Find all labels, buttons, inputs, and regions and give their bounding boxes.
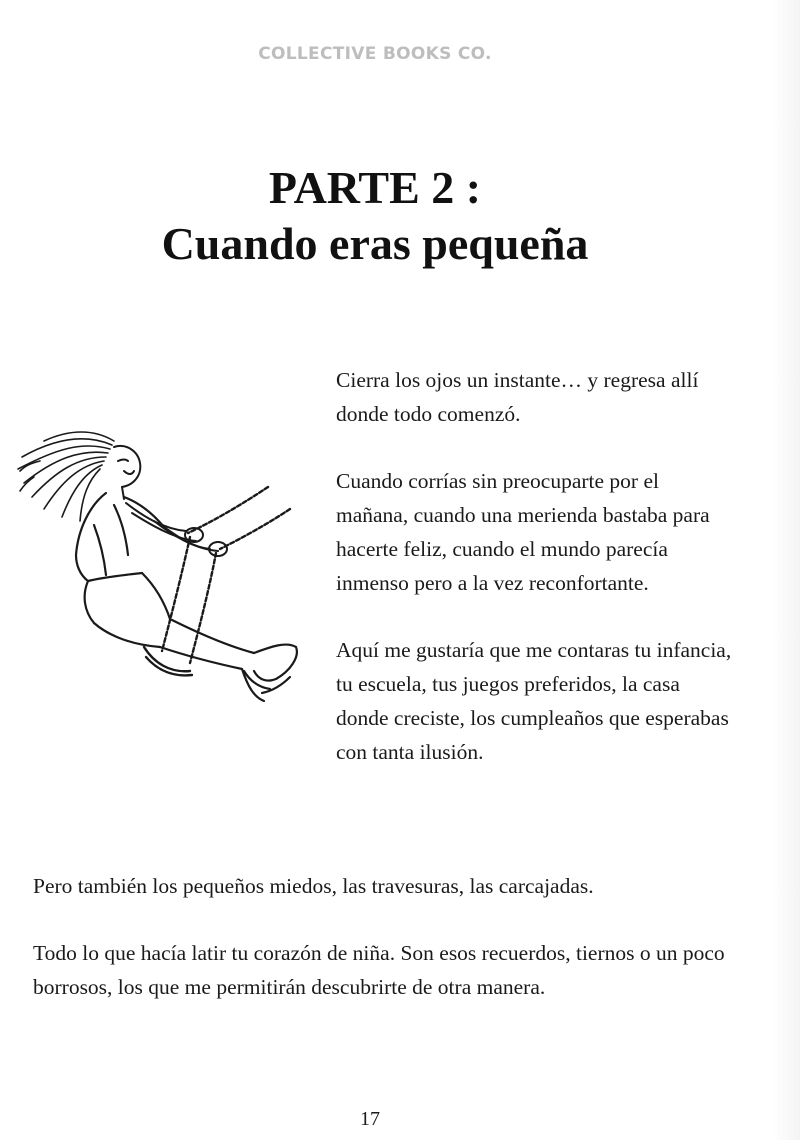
full-width-text	[33, 869, 753, 1037]
chapter-subtitle: Cuando eras pequeña	[161, 218, 589, 270]
chapter-number: PARTE 2 :	[268, 162, 482, 213]
publisher-header: COLLECTIVE BOOKS CO.	[258, 44, 492, 64]
paragraph: Pero también los pequeños miedos, las travesuras, las carcajadas.	[33, 874, 594, 898]
page-edge-shadow	[772, 0, 800, 1140]
chapter-title	[0, 160, 750, 272]
page-number: 17	[360, 1108, 380, 1130]
paragraph: Cuando corrías sin preocuparte por el mañana, cuando una merienda bastaba para hacerte feliz, cuando el mundo parecía inmenso pero a la vez reconfortante.	[336, 469, 710, 595]
paragraph: Cierra los ojos un instante… y regresa allí donde todo comenzó.	[336, 368, 699, 426]
hair-strokes	[18, 432, 114, 521]
paragraph: Aquí me gustaría que me contaras tu infancia, tu escuela, tus juegos preferidos, la casa donde creciste, los cumpleaños que esperabas con tanta ilusión.	[336, 638, 732, 764]
paragraph: Todo lo que hacía latir tu corazón de niña. Son esos recuerdos, tiernos o un poco borrosos, los que me permitirán descubrirte de otra manera.	[33, 941, 725, 999]
girl-on-swing-illustration	[14, 425, 314, 710]
right-column-text	[336, 363, 736, 802]
